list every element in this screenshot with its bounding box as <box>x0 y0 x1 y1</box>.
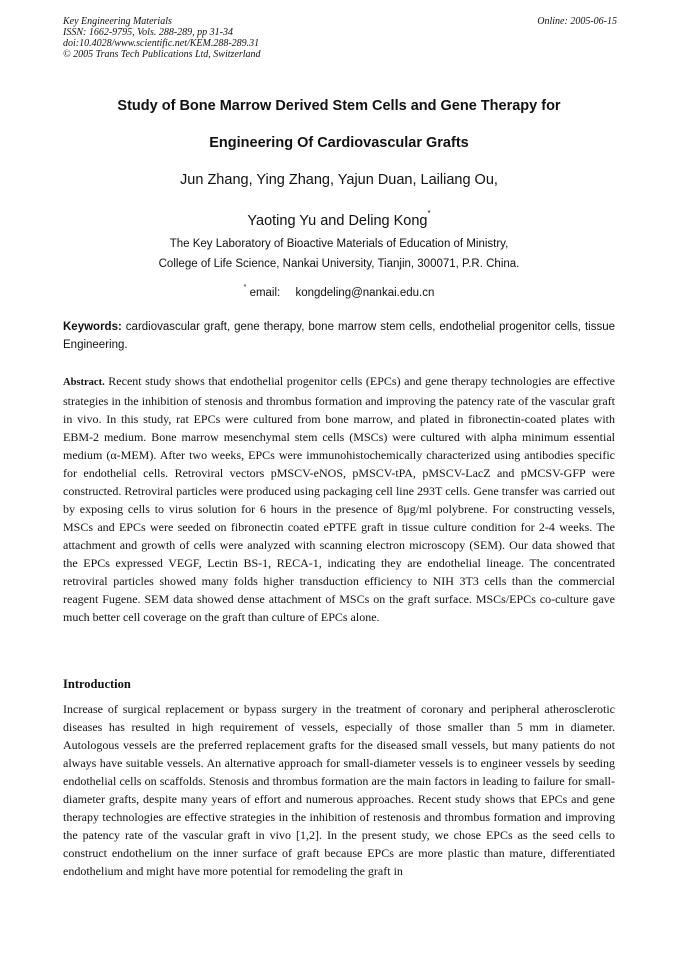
keywords-label: Keywords: <box>63 321 122 333</box>
keywords-paragraph <box>63 318 615 354</box>
email-line <box>40 278 638 303</box>
email-label: email: <box>249 287 281 299</box>
affiliation <box>40 234 638 274</box>
issn-line: ISSN: 1662-9795, Vols. 288-289, pp 31-34 <box>63 27 233 38</box>
authors-line-2 <box>40 197 638 238</box>
journal-header <box>63 16 617 60</box>
abstract-text: Recent study shows that endothelial progenitor cells (EPCs) and gene therapy technologies are effective strategies in the inhibition of stenosis and thrombus formation and improving the patency rate of the vascular graft in vivo. In this study, rat EPCs were cultured from bone marrow, and plated in fibronectin-coated plates with EBM-2 medium. Bone marrow mesenchymal stem cells (MSCs) were cultured with alpha minimum essential medium (α-MEM). After two weeks, EPCs were immunohistochemically characterized using antibodies specific for endothelial cells. Retroviral vectors pMSCV-eNOS, pMSCV-tPA, pMSCV-LacZ and pMCSV-GFP were constructed. Retroviral particles were produced using packaging cell line 293T cells. Gene transfer was carried out by exposing cells to virus solution for 6 hours in the presence of 8μg/ml polybrene. For constructing vessels, MSCs and EPCs were seeded on fibronectin coated ePTFE graft in tissue culture condition for 2-4 weeks. The attachment and growth of cells were analyzed with scanning electron microscopy (SEM). Our data showed that the EPCs expressed VEGF, Lectin BS-1, RECA-1, indicating they are endothelial lineage. The concentrated retroviral particles showed many folds higher transduction efficiency to NIH 3T3 cells than the commercial reagent Fugene. SEM data showed dense attachment of MSCs on the graft surface. MSCs/EPCs co-culture gave much better cell coverage on the graft than culture of EPCs alone. <box>63 374 615 624</box>
abstract-paragraph <box>63 372 615 626</box>
introduction-heading: Introduction <box>63 677 131 691</box>
abstract-label: Abstract. <box>63 377 105 388</box>
corresponding-author-mark: * <box>427 209 431 218</box>
authors-line-2-text: Yaoting Yu and Deling Kong <box>247 213 428 229</box>
introduction-paragraph: Increase of surgical replacement or bypass surgery in the treatment of coronary and peripheral atherosclerotic diseases has resulted in high requirement of vessels, especially of those smaller than 5 mm in diameter. Autologous vessels are the preferred replacement grafts for the diseased small vessels, but many patients do not always have suitable vessels. An alternative approach for small-diameter vessels is to engineer vessels by seeding endothelial cells on scaffolds. Stenosis and thrombus formation are the main factors in leading to failure for small-diameter grafts, despite many years of effort and numerous approaches. Recent study shows that EPCs and gene therapy technologies are effective strategies in the inhibition of restenosis and thrombus formation and improving the patency rate of the vascular graft in vivo [1,2]. In the present study, we chose EPCs as the seed cells to construct endothelium on the inner surface of graft because EPCs are more plastic than mature, differentiated endothelium and might have more potential for remodeling the graft in <box>63 702 615 878</box>
keywords-text: cardiovascular graft, gene therapy, bone marrow stem cells, endothelial progenitor cells, tissue Engineering. <box>63 321 615 351</box>
paper-title <box>40 88 638 162</box>
email-address[interactable]: kongdeling@nankai.edu.cn <box>295 287 435 299</box>
journal-name: Key Engineering Materials <box>63 16 172 27</box>
copyright-line: © 2005 Trans Tech Publications Ltd, Switzerland <box>63 49 261 60</box>
affiliation-line-1: The Key Laboratory of Bioactive Materials of Education of Ministry, <box>169 238 509 250</box>
online-date: Online: 2005-06-15 <box>537 16 617 27</box>
doi-line: doi:10.4028/www.scientific.net/KEM.288-289.31 <box>63 38 260 49</box>
author-list <box>40 163 638 238</box>
authors-line-1: Jun Zhang, Ying Zhang, Yajun Duan, Lailiang Ou, <box>180 172 498 188</box>
affiliation-line-2: College of Life Science, Nankai University, Tianjin, 300071, P.R. China. <box>158 258 520 270</box>
title-line-2: Engineering Of Cardiovascular Grafts <box>209 135 469 151</box>
title-line-1: Study of Bone Marrow Derived Stem Cells and Gene Therapy for <box>117 98 561 114</box>
email-mark: * <box>243 284 247 291</box>
